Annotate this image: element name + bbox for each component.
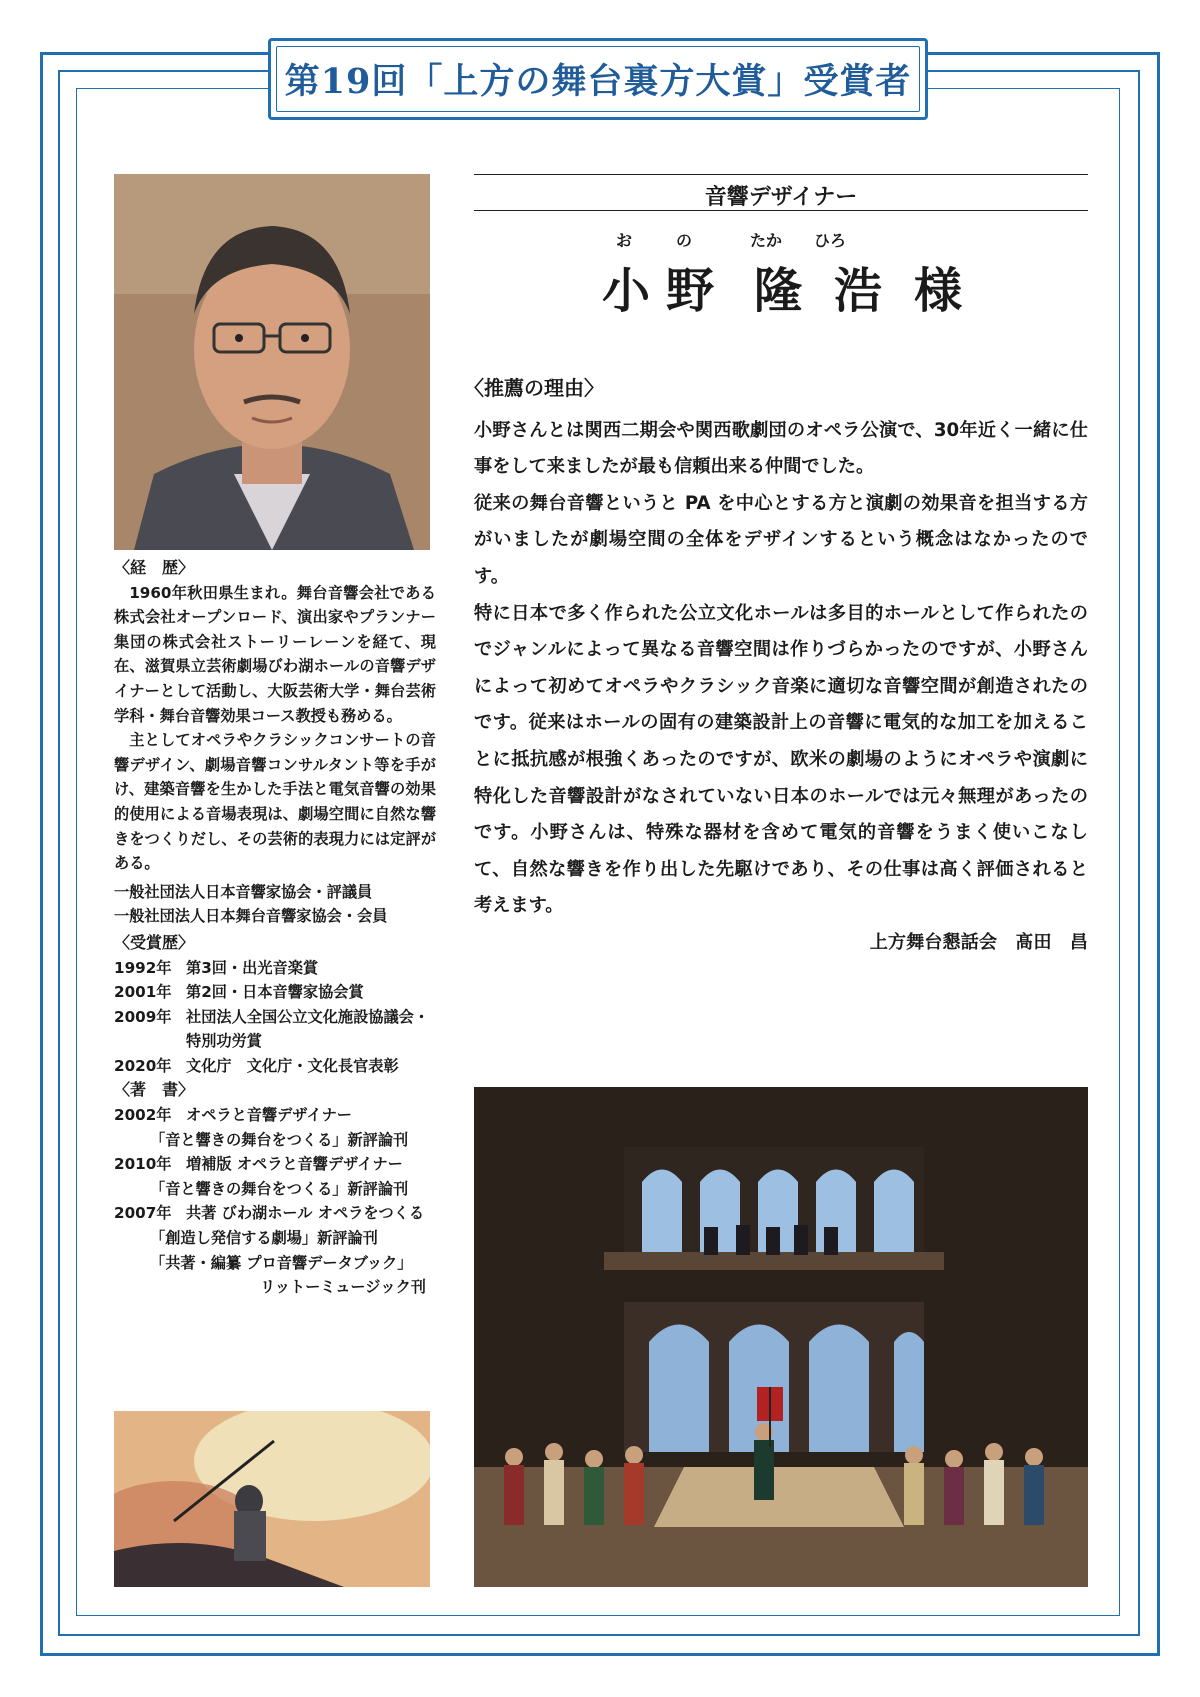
book-title: 共著 びわ湖ホール オペラをつくる [186, 1204, 425, 1223]
name-char: 浩 [834, 263, 883, 319]
role-top-rule [474, 174, 1088, 175]
name-char: 様 [914, 263, 963, 319]
award-item [114, 1054, 436, 1079]
award-item [114, 980, 436, 1005]
career-paragraph: 1960年秋田県生まれ。舞台音響会社である株式会社オープンロード、演出家やプランナー集団の株式会社ストーリーレーンを経て、現在、滋賀県立芸術劇場びわ湖ホールの音響デザイナーとして活動し、大阪芸術大学・舞台芸術学科・舞台音響効果コース教授も務める。 [114, 583, 436, 725]
books-heading: 〈著 書〉 [114, 1080, 195, 1100]
book-title: 増補版 オペラと音響デザイナー [186, 1155, 403, 1174]
award-year: 1992年 [114, 958, 172, 977]
book-item [114, 1103, 436, 1128]
opera-stage-illustration [474, 1087, 1088, 1587]
career-column [114, 556, 436, 1300]
award-text: 社団法人全国公立文化施設協議会・特別功労賞 [186, 1007, 429, 1051]
book-subtitle: 「音と響きの舞台をつくる」新評論刊 [150, 1179, 409, 1198]
award-year: 2009年 [114, 1007, 172, 1026]
portrait-illustration [114, 174, 430, 550]
award-item [114, 956, 436, 981]
name-char: 野 [666, 263, 715, 319]
book-year: 2010年 [114, 1155, 172, 1174]
book-publisher: リットーミュージック刊 [260, 1278, 426, 1297]
book-item [114, 1152, 436, 1177]
stage-photo-small [114, 1411, 430, 1587]
name-ruby: たか [749, 231, 782, 250]
association-line: 一般社団法人日本舞台音響家協会・会員 [114, 907, 388, 926]
book-item [114, 1201, 436, 1226]
name-char: 小 [602, 263, 651, 319]
reason-column [464, 370, 1088, 962]
award-item [114, 1005, 436, 1054]
name-ruby: の [675, 231, 692, 250]
reason-heading: 〈推薦の理由〉 [464, 376, 604, 400]
award-text: 第2回・日本音響家協会賞 [186, 983, 364, 1002]
reason-paragraph: 小野さんとは関西二期会や関西歌劇団のオペラ公演で、30年近く一緒に仕事をして来ましたが最も信頼出来る仲間でした。 [474, 419, 1088, 478]
reason-paragraph: 従来の舞台音響というと PA を中心とする方と演劇の効果音を担当する方がいましたが劇場空間の全体をデザインするという概念はなかったのです。 [474, 492, 1088, 587]
book-title: 「共著・編纂 プロ音響データブック」 [150, 1253, 413, 1272]
award-role: 音響デザイナー [704, 185, 858, 210]
book-year: 2007年 [114, 1204, 172, 1223]
book-subtitle: 「音と響きの舞台をつくる」新評論刊 [150, 1130, 409, 1149]
book-subtitle: 「創造し発信する劇場」新評論刊 [150, 1229, 378, 1248]
award-text: 文化庁 文化庁・文化長官表彰 [186, 1056, 399, 1075]
role-bottom-rule [474, 210, 1088, 211]
reason-paragraph: 特に日本で多く作られた公立文化ホールは多目的ホールとして作られたのでジャンルによって異なる音響空間は作りづらかったのですが、小野さんによって初めてオペラやクラシック音楽に適切な音響空間が創造されたのです。従来はホールの固有の建築設計上の音響に電気的な加工を加えることに抵抗感が根強くあったのですが、欧米の劇場のようにオペラや演劇に特化した音響設計がなされていない日本のホールでは元々無理があったのです。小野さんは、特殊な器材を含めて電気的音響をうまく使いこなして、自然な響きを作り出した先駆けであり、その仕事は高く評価されると考えます。 [474, 602, 1088, 917]
name-char: 隆 [754, 263, 803, 319]
book-title: オペラと音響デザイナー [186, 1106, 352, 1125]
book-year: 2002年 [114, 1106, 172, 1125]
page-title: 第19回「上方の舞台裏方大賞」受賞者 [284, 61, 912, 102]
award-year: 2020年 [114, 1056, 172, 1075]
stage-photo-large [474, 1087, 1088, 1587]
awards-heading: 〈受賞歴〉 [114, 932, 195, 952]
career-heading: 〈経 歴〉 [114, 558, 195, 577]
award-year: 2001年 [114, 983, 172, 1002]
recommender-signature: 上方舞台懇話会 髙田 昌 [869, 931, 1088, 953]
award-text: 第3回・出光音楽賞 [186, 958, 319, 977]
name-ruby: ひろ [813, 231, 846, 250]
stage-scene-illustration [114, 1411, 430, 1587]
title-banner [268, 38, 928, 120]
association-line: 一般社団法人日本音響家協会・評議員 [114, 882, 373, 901]
name-ruby: お [615, 231, 632, 250]
career-paragraph: 主としてオペラやクラシックコンサートの音響デザイン、劇場音響コンサルタント等を手がけ、建築音響を生かした手法と電気音響の効果的使用による音場表現は、劇場空間に自然な響きをつくりだし、その芸術的表現力には定評がある。 [114, 731, 436, 873]
portrait-photo [114, 174, 430, 550]
